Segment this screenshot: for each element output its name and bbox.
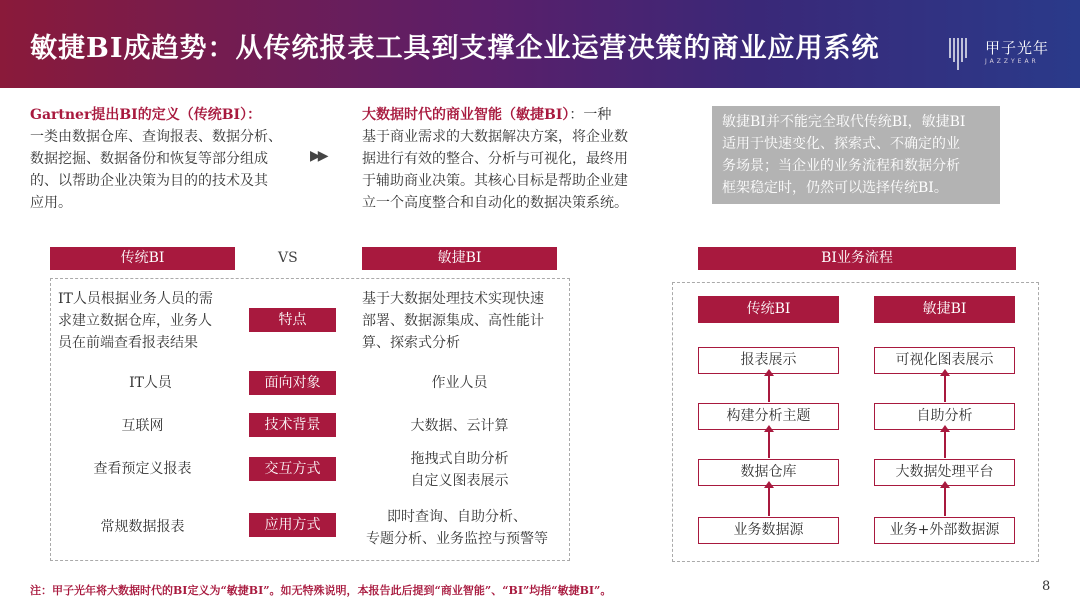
flow-step: 报表展示 bbox=[698, 347, 839, 374]
intro-line: 据进行有效的整合、分析与可视化，最终用 bbox=[362, 151, 628, 167]
cell-line: 即时查询、自助分析、 bbox=[387, 509, 527, 525]
bi-flow-header: BI业务流程 bbox=[698, 247, 1016, 270]
comparison-right-cell bbox=[362, 448, 557, 492]
cell-line: 部署、数据源集成、高性能计 bbox=[362, 313, 544, 329]
cell-line: 算、探索式分析 bbox=[362, 335, 460, 351]
header-banner bbox=[0, 0, 1080, 88]
flow-agile-head: 敏捷BI bbox=[874, 296, 1015, 323]
note-line: 适用于快速变化、探索式、不确定的业 bbox=[722, 136, 960, 152]
cell-line: 自定义图表展示 bbox=[410, 473, 509, 489]
arrow-up-icon bbox=[768, 487, 770, 516]
row-tag: 面向对象 bbox=[249, 371, 336, 395]
comparison-left-cell: 常规数据报表 bbox=[100, 519, 185, 535]
comparison-left-cell: 互联网 bbox=[121, 418, 164, 434]
page-title: 敏捷BI成趋势：从传统报表工具到支撑企业运营决策的商业应用系统 bbox=[30, 33, 880, 64]
comparison-right-cell bbox=[362, 288, 567, 354]
cell-line: 员在前端查看报表结果 bbox=[58, 335, 198, 351]
note-line: 框架稳定时，仍然可以选择传统BI。 bbox=[722, 180, 948, 196]
intro-line: 于辅助商业决策。其核心目标是帮助企业建 bbox=[362, 173, 628, 189]
note-box bbox=[712, 106, 1000, 204]
intro-line: 数据挖掘、数据备份和恢复等部分组成 bbox=[30, 151, 268, 167]
row-tag: 技术背景 bbox=[249, 413, 336, 437]
flow-step: 数据仓库 bbox=[698, 459, 839, 486]
comparison-right-cell: 大数据、云计算 bbox=[410, 418, 509, 434]
logo-text: 甲子光年 bbox=[985, 39, 1050, 57]
arrow-up-icon bbox=[944, 431, 946, 458]
intro-line: 应用。 bbox=[30, 195, 72, 211]
intro-line: 一类由数据仓库、查询报表、数据分析、 bbox=[30, 129, 282, 145]
flow-step: 构建分析主题 bbox=[698, 403, 839, 430]
intro-agile-heading: 大数据时代的商业智能（敏捷BI） bbox=[362, 107, 570, 123]
flow-traditional-head: 传统BI bbox=[698, 296, 839, 323]
comparison-left-cell: 查看预定义报表 bbox=[93, 461, 192, 477]
intro-line: 的、以帮助企业决策为目的的技术及其 bbox=[30, 173, 268, 189]
flow-step: 业务+外部数据源 bbox=[874, 517, 1015, 544]
comparison-left-cell: IT人员 bbox=[129, 375, 172, 391]
flow-step: 可视化图表展示 bbox=[874, 347, 1015, 374]
flow-step: 大数据处理平台 bbox=[874, 459, 1015, 486]
vs-label: VS bbox=[278, 250, 298, 266]
flow-step: 业务数据源 bbox=[698, 517, 839, 544]
logo-subtext: JAZZYEAR bbox=[985, 58, 1039, 65]
arrow-up-icon bbox=[944, 487, 946, 516]
intro-line: 立一个高度整合和自动化的数据决策系统。 bbox=[362, 195, 628, 211]
intro-agile-bi bbox=[362, 104, 662, 214]
page-number: 8 bbox=[1042, 579, 1051, 594]
footnote: 注：甲子光年将大数据时代的BI定义为“敏捷BI”。如无特殊说明，本报告此后提到“商业智能”、“BI”均指“敏捷BI”。 bbox=[30, 584, 612, 597]
cell-line: 基于大数据处理技术实现快速 bbox=[362, 291, 544, 307]
row-tag: 特点 bbox=[249, 308, 336, 332]
logo-icon bbox=[948, 36, 970, 72]
intro-line: 基于商业需求的大数据解决方案，将企业数 bbox=[362, 129, 628, 145]
comparison-right-cell bbox=[352, 506, 562, 550]
double-arrow-icon: ▶▶ bbox=[310, 148, 326, 164]
note-line: 敏捷BI并不能完全取代传统BI，敏捷BI bbox=[722, 114, 966, 130]
cell-line: IT人员根据业务人员的需 bbox=[58, 291, 213, 307]
cell-line: 专题分析、业务监控与预警等 bbox=[366, 531, 548, 547]
arrow-up-icon bbox=[768, 431, 770, 458]
comparison-left-cell bbox=[58, 288, 243, 354]
flow-step: 自助分析 bbox=[874, 403, 1015, 430]
arrow-up-icon bbox=[944, 375, 946, 402]
intro-traditional-heading: Gartner提出BI的定义（传统BI）： bbox=[30, 107, 262, 123]
comparison-right-cell: 作业人员 bbox=[431, 375, 488, 391]
agile-bi-header: 敏捷BI bbox=[362, 247, 557, 270]
cell-line: 拖拽式自助分析 bbox=[410, 451, 509, 467]
note-line: 务场景；当企业的业务流程和数据分析 bbox=[722, 158, 960, 174]
row-tag: 交互方式 bbox=[249, 457, 336, 481]
row-tag: 应用方式 bbox=[249, 513, 336, 537]
traditional-bi-header: 传统BI bbox=[50, 247, 235, 270]
arrow-up-icon bbox=[768, 375, 770, 402]
intro-agile-tail: ：一种 bbox=[569, 107, 612, 123]
cell-line: 求建立数据仓库，业务人 bbox=[58, 313, 212, 329]
intro-traditional-bi bbox=[30, 104, 315, 214]
